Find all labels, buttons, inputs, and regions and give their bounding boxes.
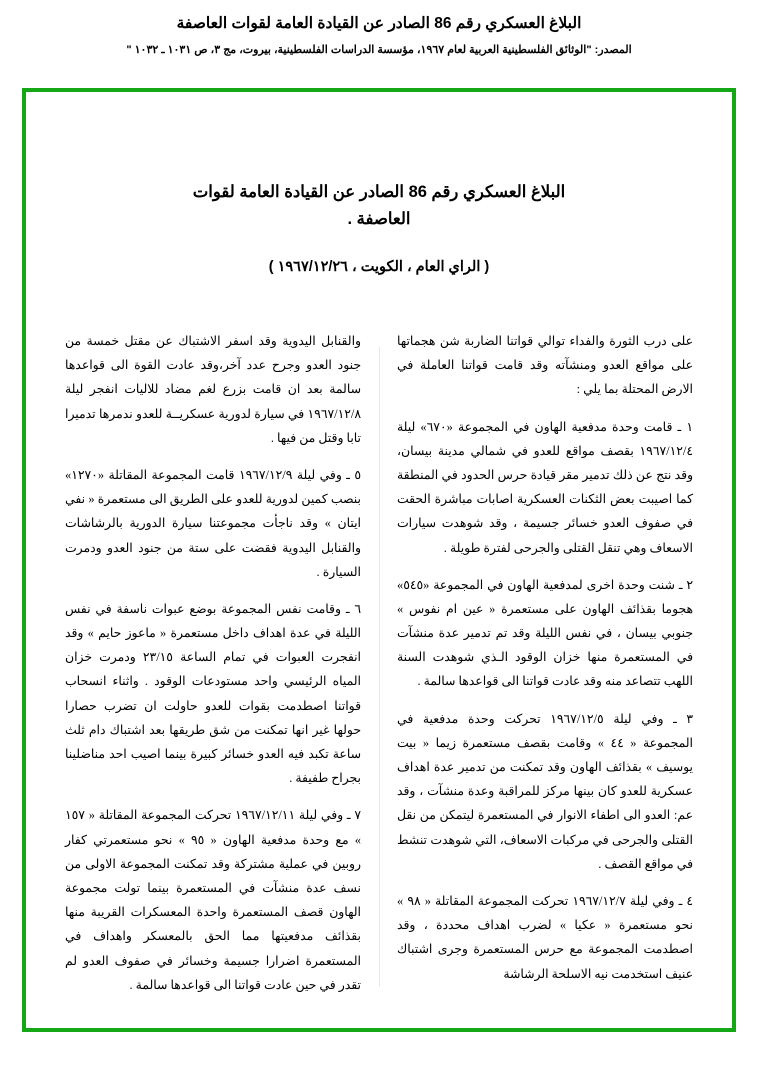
title-block bbox=[31, 179, 727, 275]
right-column bbox=[379, 329, 694, 981]
paragraph: والقنابل اليدوية وقد اسفر الاشتباك عن مقتل خمسة من جنود العدو وجرح عدد آخر،وقد عادت القوة الى قواعدها سالمة بعد ان قامت بزرع لغم مضاد للاليات انفجر ليلة ١٩٦٧/١٢/٨ في سيارة لدورية عسكريــة للعدو ندمرها تدميرا تابا وقتل من فيها . bbox=[65, 334, 361, 445]
paragraph: ٤ ـ وفي ليلة ١٩٦٧/١٢/٧ تحركت المجموعة المقاتلة « ٩٨ » نحو مستعمرة « عكيا » لضرب اهداف محددة ، وقد اصطدمت المجموعة مع حرس المستعمرة وجرى اشتباك عنيف استخدمت نيه الاسلحة الرشاشة bbox=[397, 893, 694, 981]
paragraph: على درب الثورة والفداء توالي قواتنا الضاربة شن هجماتها على مواقع العدو ومنشآته وقد قامت قواتنا العاملة في الارض المحتلة بما يلي : bbox=[397, 334, 693, 397]
paragraph: ٦ ـ وقامت نفس المجموعة بوضع عبوات ناسفة في نفس الليلة في عدة اهداف داخل مستعمرة « ماعوز حايم » وقد انفجرت العبوات في تمام الساعة ٢٣/١٥ ودمرت خزان المياه الرئيسي واحد مستودعات الوقود . واثناء انسحاب قواتنا اصطدمت بقوات للعدو حاولت ان تضرب حصارا حولها غير انها تمكنت من شق طريقها بعد اشتباك دام ثلث ساعة تكبد فيه العدو خسائر كبيرة بينما اصيب احد مناضلينا بجراح طفيفة . bbox=[65, 601, 361, 786]
publication-line: ( الراي العام ، الكويت ، ١٩٦٧/١٢/٢٦ ) bbox=[268, 259, 490, 276]
paragraph: ٢ ـ شنت وحدة اخرى لمدفعية الهاون في المجموعة «٥٤٥» هجوما بقذائف الهاون على مستعمرة « عين ام نفوس » جنوبي بيسان ، في نفس الليلة وقد تم تدمير عدة منشآت في المستعمرة منها خزان الوقود الـذي شوهدت السنة اللهب تتصاعد منه وقد عادت قواتنا الى قواعدها سالمة . bbox=[397, 577, 693, 689]
paragraph: ٧ ـ وفي ليلة ١٩٦٧/١٢/١١ تحركت المجموعة المقاتلة « ١٥٧ » مع وحدة مدفعية الهاون « ٩٥ » نحو مستعمرتي كفار روبين في عملية مشتركة وقد تمكنت المجموعة الاولى من نسف عدة منشآت في المستعمرة بينما تولت مجموعة الهاون قصف المستعمرة واحدة المعسكرات القريبة منها بقذائف مدفعيتها مما الحق بالمعسكر واهداف في المستعمرة اضرارا جسيمة وخسائر في صفوف العدو لم تقدر في حين عادت قواتنا الى قواعدها سالمة . bbox=[65, 808, 362, 992]
paragraph: ٣ ـ وفي ليلة ١٩٦٧/١٢/٥ تحركت وحدة مدفعية في المجموعة « ٤٤ » وقامت بقصف مستعمرة زيما « بيت يوسيف » بقذائف الهاون وقد تمكنت من تدمير عدة اهداف عسكرية للعدو كان بينها مركز للمراقبة وعدة منشآت ، وقد عم: العدو الى اطفاء الانوار في المستعمرة ليتمكن من نقل القتلى والجرحى في مركبات الاسعاف، التي شوهدت تنشط في مواقع القصف . bbox=[397, 711, 693, 871]
header-title: البلاغ العسكري رقم 86 الصادر عن القيادة العامة لقوات العاصفة bbox=[176, 15, 582, 32]
left-column bbox=[65, 329, 379, 992]
frame-inner bbox=[30, 96, 728, 1024]
page-title: البلاغ العسكري رقم 86 الصادر عن القيادة العامة لقوات العاصفة . bbox=[192, 183, 566, 229]
document-header bbox=[0, 0, 758, 59]
green-border-frame bbox=[22, 88, 736, 1032]
paragraph: ٥ ـ وفي ليلة ١٩٦٧/١٢/٩ قامت المجموعة المقاتلة «١٢٧٠» بنصب كمين لدورية للعدو على الطريق الى مستعمرة « نفي ايتان » وقد ناجأت مجموعتنا سيارة الدورية بالرشاشات والقنابل اليدوية فقضت على ستة من جنود العدو ودمرت السيارة . bbox=[65, 467, 362, 579]
paragraph: ١ ـ قامت وحدة مدفعية الهاون في المجموعة «٦٧٠» ليلة ١٩٦٧/١٢/٤ بقصف مواقع للعدو في شمالي مدينة بيسان، وقد نتج عن ذلك تدمير مقر قيادة حرس الحدود في المنطقة كما اصيبت بعض الثكنات العسكرية اصابات مباشرة الحقت في صفوف العدو خسائر جسيمة ، وقد شوهدت سيارات الاسعاف وهي تنقل القتلى والجرحى لفترة طويلة . bbox=[397, 419, 693, 555]
body-columns bbox=[65, 329, 694, 992]
header-source: المصدر: "الوثائق الفلسطينية العربية لعام ١٩٦٧، مؤسسة الدراسات الفلسطينية، بيروت، مج ٣، ص ١٠٣١ ـ ١٠٣٢ " bbox=[126, 44, 632, 57]
